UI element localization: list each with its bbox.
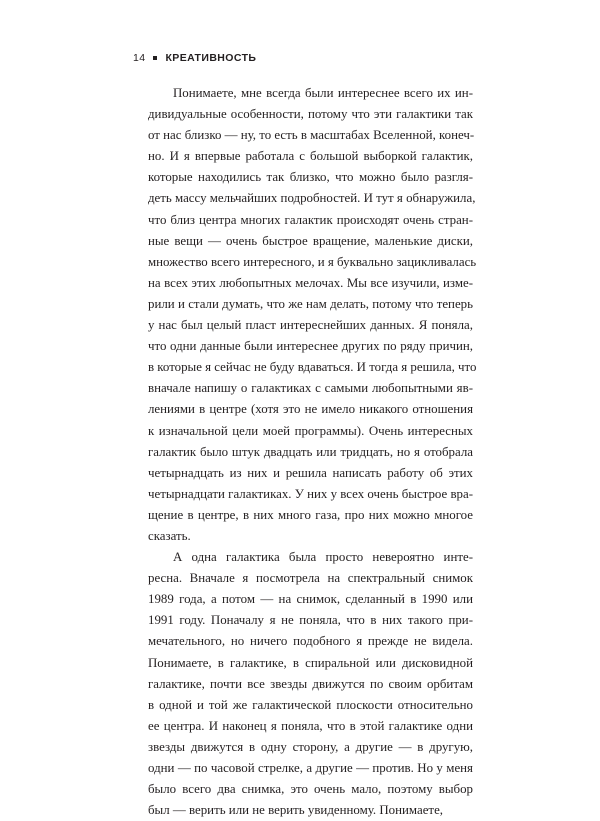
text-line: в одной и той же галактической плоскости относительно <box>148 697 473 712</box>
body-text <box>148 83 477 821</box>
text-line: но. И я впервые работала с большой выборкой галактик, <box>148 149 473 164</box>
running-title: КРЕАТИВНОСТЬ <box>165 52 257 64</box>
running-header <box>133 51 256 65</box>
text-line: ные вещи — очень быстрое вращение, маленькие диски, <box>148 233 473 248</box>
text-line: ресна. Вначале я посмотрела на спектральный снимок <box>148 571 473 586</box>
text-line: множество всего интересного, и я буквально зацикливалась <box>148 254 477 269</box>
text-line: четырнадцати галактиках. У них у всех очень быстрое вра- <box>148 486 473 501</box>
text-line: звезды движутся в одну сторону, а другие — в другую, <box>148 739 473 754</box>
paragraph <box>148 547 473 821</box>
text-line: галактике, почти все звезды движутся по своим орбитам <box>148 676 473 691</box>
text-line: щение в центре, в них много газа, про них можно многое <box>148 507 473 522</box>
text-line: мечательного, но ничего подобного я прежде не видела. <box>148 634 473 649</box>
text-line: 1989 года, а потом — на снимок, сделанный в 1990 или <box>148 592 473 607</box>
text-line: было всего два снимка, это очень мало, поэтому выбор <box>148 782 473 797</box>
text-line: 1991 году. Поначалу я не поняла, что в них такого при- <box>148 613 473 628</box>
text-line: деть массу мельчайших подробностей. И тут я обнаружила, <box>148 191 476 206</box>
text-line: Понимаете, в галактике, в спиральной или дисковидной <box>148 655 473 670</box>
text-line: что близ центра многих галактик происходят очень стран- <box>148 212 473 227</box>
page-number: 14 <box>133 52 146 64</box>
text-line: четырнадцать из них и решила написать работу об этих <box>148 465 473 480</box>
text-line: сказать. <box>148 528 191 543</box>
text-line: у нас был целый пласт интереснейших данных. Я поняла, <box>148 318 473 333</box>
text-line: одни — по часовой стрелке, а другие — против. Но у меня <box>148 761 473 775</box>
text-line: которые находились так близко, что можно было разгля- <box>148 170 473 185</box>
text-line: что одни данные были интереснее других по ряду причин, <box>148 339 473 354</box>
text-line: ее центра. И наконец я поняла, что в этой галактике одни <box>148 718 473 733</box>
paragraph <box>148 83 477 547</box>
square-bullet-icon <box>153 56 157 60</box>
text-line: А одна галактика была просто невероятно инте- <box>173 550 473 565</box>
text-line: вначале напишу о галактиках с самыми любопытными яв- <box>148 381 473 396</box>
text-line: рили и стали думать, что же нам делать, потому что теперь <box>148 296 473 311</box>
text-line: на всех этих любопытных мелочах. Мы все изучили, изме- <box>148 275 473 290</box>
text-line: от нас близко — ну, то есть в масштабах Вселенной, конеч- <box>148 128 475 143</box>
text-line: дивидуальные особенности, потому что эти галактики так <box>148 107 473 122</box>
text-line: лениями в центре (хотя это не имело никакого отношения <box>148 402 473 417</box>
text-line: в которые я сейчас не буду вдаваться. И тогда я решила, что <box>148 360 477 375</box>
text-line: галактик было штук двадцать или тридцать, но я отобрала <box>148 444 473 459</box>
text-line: был — верить или не верить увиденному. Понимаете, <box>148 803 444 818</box>
text-line: к изначальной цели моей программы). Очень интересных <box>148 423 473 438</box>
text-line: Понимаете, мне всегда были интереснее всего их ин- <box>173 86 473 100</box>
